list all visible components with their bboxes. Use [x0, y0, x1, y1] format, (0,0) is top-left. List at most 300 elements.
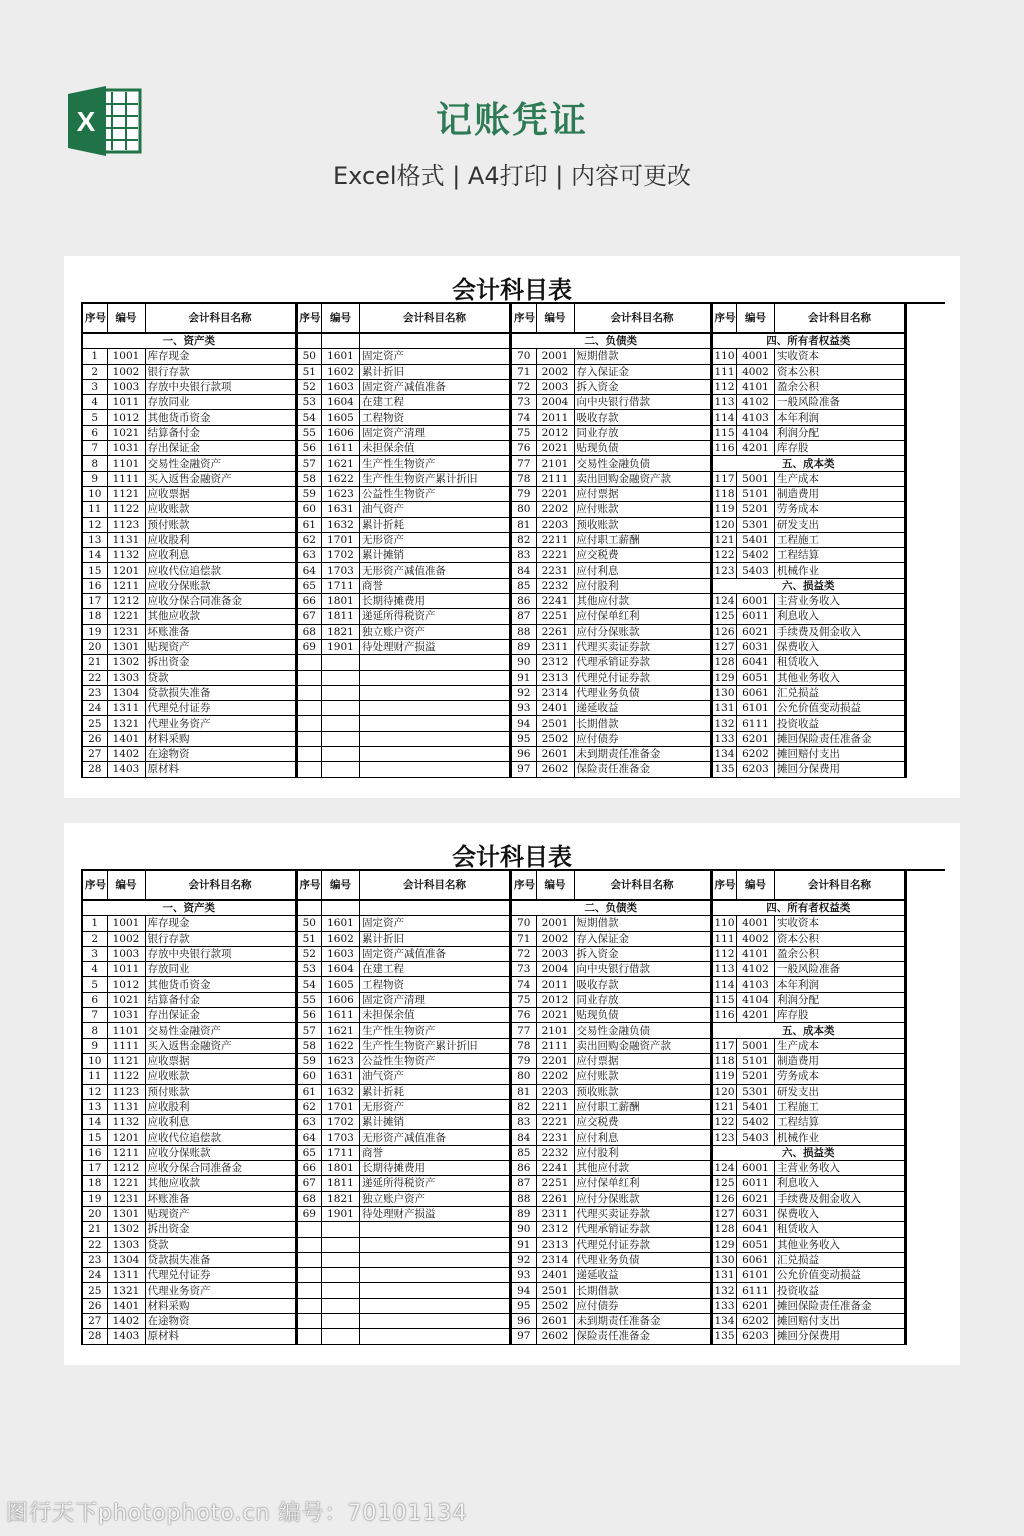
- page-subtitle: Excel格式 | A4打印 | 内容可更改: [333, 162, 691, 190]
- row-seq: 14: [83, 548, 107, 563]
- row-code: 5401: [737, 1099, 775, 1114]
- row-seq: 117: [714, 1039, 735, 1052]
- table-row: [512, 670, 710, 685]
- row-account-name: 银行存款: [145, 931, 295, 946]
- table-row: [83, 1268, 295, 1283]
- table-row: [713, 655, 905, 670]
- row-account-name: 结算备付金: [145, 992, 295, 1007]
- row-account-name: 累计折旧: [360, 364, 510, 379]
- table-row: [512, 395, 710, 410]
- row-seq: 77: [512, 456, 536, 471]
- table-row: [512, 456, 710, 471]
- row-account-name: 油气资产: [360, 502, 510, 517]
- row-code: 5101: [737, 486, 775, 501]
- table-row: [298, 486, 510, 501]
- row-account-name: 同业存放: [574, 992, 710, 1007]
- table-row: [298, 441, 510, 456]
- row-account-name: 一般风险准备: [775, 962, 905, 977]
- sheet-title: 会计科目表: [452, 275, 572, 304]
- row-account-name: 累计摊销: [360, 1115, 510, 1130]
- table-row: [713, 731, 905, 746]
- row-code: 1021: [107, 992, 145, 1007]
- row-account-name: 在建工程: [360, 395, 510, 410]
- row-code: 1631: [322, 502, 360, 517]
- row-code: 4104: [737, 425, 775, 440]
- row-account-name: 实收资本: [775, 916, 905, 931]
- row-code: 2001: [536, 349, 574, 364]
- table-row: [713, 594, 905, 609]
- table-row: [83, 1237, 295, 1252]
- row-seq: 55: [298, 425, 322, 440]
- row-account-name: 应付利息: [574, 1130, 710, 1145]
- row-seq: 65: [298, 578, 322, 593]
- table-row: [512, 609, 710, 624]
- row-account-name: 一般风险准备: [775, 395, 905, 410]
- row-seq: 27: [83, 747, 107, 762]
- row-code: 2602: [536, 1329, 574, 1344]
- table-row: [298, 410, 510, 425]
- row-code: 1403: [107, 1329, 145, 1344]
- row-seq: 128: [714, 656, 735, 669]
- row-account-name: 长期待摊费用: [360, 594, 510, 609]
- account-sheet-preview-2: [64, 823, 960, 1365]
- row-code: 4002: [737, 931, 775, 946]
- row-seq: 84: [512, 563, 536, 578]
- row-code: 2101: [536, 456, 574, 471]
- row-seq: 94: [512, 1283, 536, 1298]
- row-code: 1003: [107, 946, 145, 961]
- row-account-name: 应付账款: [574, 502, 710, 517]
- table-row: [512, 349, 710, 364]
- row-account-name: 固定资产减值准备: [360, 379, 510, 394]
- row-account-name: 摊回保险责任准备金: [775, 731, 905, 746]
- row-code: 1631: [322, 1069, 360, 1084]
- row-account-name: 代理业务负债: [574, 1252, 710, 1267]
- row-code: [322, 1329, 360, 1344]
- row-code: [322, 1268, 360, 1283]
- row-account-name: 生产成本: [775, 471, 905, 486]
- row-code: [322, 731, 360, 746]
- table-row: [713, 1314, 905, 1329]
- row-account-name: 贷款损失准备: [145, 685, 295, 700]
- table-row: [298, 349, 510, 364]
- row-account-name: 主营业务收入: [775, 1161, 905, 1176]
- row-seq: 112: [714, 948, 735, 961]
- row-seq: 21: [83, 1222, 107, 1237]
- table-row: [713, 517, 905, 532]
- row-account-name: 工程施工: [775, 1099, 905, 1114]
- table-row: [512, 977, 710, 992]
- row-code: 1303: [107, 670, 145, 685]
- row-code: 1201: [107, 563, 145, 578]
- page-title: 记账凭证: [435, 100, 588, 141]
- row-code: 1122: [107, 1069, 145, 1084]
- row-seq: 5: [83, 977, 107, 992]
- col-header-name: 会计科目名称: [360, 871, 510, 900]
- table-row: [713, 992, 905, 1007]
- row-code: 1701: [322, 532, 360, 547]
- row-seq: 133: [714, 732, 735, 745]
- row-code: 2314: [536, 685, 574, 700]
- col-header-code: 编号: [737, 304, 775, 333]
- row-seq: 1: [83, 349, 107, 364]
- row-account-name: 应收股利: [145, 1099, 295, 1114]
- col-header-code: 编号: [536, 871, 574, 900]
- row-code: 1212: [107, 1161, 145, 1176]
- row-account-name: [360, 747, 510, 762]
- table-row: [512, 1222, 710, 1237]
- row-account-name: 租赁收入: [775, 655, 905, 670]
- row-account-name: 租赁收入: [775, 1222, 905, 1237]
- row-code: 2313: [536, 1237, 574, 1252]
- row-code: 2502: [536, 1298, 574, 1313]
- row-account-name: 拆入资金: [574, 946, 710, 961]
- category-heading: 四、所有者权益类: [713, 333, 905, 349]
- row-seq: 129: [714, 1238, 735, 1251]
- row-code: 2501: [536, 716, 574, 731]
- row-account-name: 其他业务收入: [775, 670, 905, 685]
- row-seq: 83: [512, 1115, 536, 1130]
- row-account-name: 贴现资产: [145, 1206, 295, 1221]
- row-seq: 85: [512, 578, 536, 593]
- table-row: [512, 931, 710, 946]
- row-account-name: 其他应收款: [145, 609, 295, 624]
- row-seq: 81: [512, 1084, 536, 1099]
- table-row: [512, 1008, 710, 1023]
- row-seq: 14: [83, 1115, 107, 1130]
- table-row: [512, 578, 710, 593]
- row-account-name: 汇兑损益: [775, 685, 905, 700]
- row-code: 1603: [322, 379, 360, 394]
- row-seq: 82: [512, 532, 536, 547]
- table-row: [713, 532, 905, 547]
- row-code: 6031: [737, 639, 775, 654]
- table-row: [83, 977, 295, 992]
- table-row: [83, 517, 295, 532]
- table-row: [713, 900, 905, 916]
- row-seq: 115: [714, 993, 735, 1006]
- row-seq: 9: [83, 1038, 107, 1053]
- row-account-name: 预付账款: [145, 1084, 295, 1099]
- row-seq: 85: [512, 1145, 536, 1160]
- table-row: [512, 1130, 710, 1145]
- row-code: 1221: [107, 609, 145, 624]
- col-header-name: 会计科目名称: [775, 304, 905, 333]
- row-seq: 3: [83, 379, 107, 394]
- row-code: 2002: [536, 931, 574, 946]
- row-code: 1121: [107, 1053, 145, 1068]
- row-account-name: 代理承销证券款: [574, 1222, 710, 1237]
- row-code: 4001: [737, 349, 775, 364]
- row-seq: 22: [83, 670, 107, 685]
- row-seq: 79: [512, 486, 536, 501]
- row-code: 1311: [107, 1268, 145, 1283]
- table-row: [298, 1099, 510, 1114]
- row-seq: 127: [714, 1208, 735, 1221]
- row-seq: 133: [714, 1299, 735, 1312]
- row-code: 6051: [737, 670, 775, 685]
- table-row: [512, 441, 710, 456]
- table-row: [512, 1053, 710, 1068]
- row-code: 1303: [107, 1237, 145, 1252]
- row-code: 1121: [107, 486, 145, 501]
- row-account-name: 代理业务负债: [574, 685, 710, 700]
- row-seq: [298, 1268, 322, 1283]
- row-seq: 26: [83, 731, 107, 746]
- table-row: [713, 563, 905, 578]
- row-code: 2232: [536, 578, 574, 593]
- row-account-name: 在途物资: [145, 747, 295, 762]
- row-seq: [298, 716, 322, 731]
- row-seq: 119: [714, 1070, 735, 1083]
- col-header-seq: 序号: [512, 871, 536, 900]
- row-seq: [298, 333, 322, 349]
- row-account-name: 公允价值变动损益: [775, 1268, 905, 1283]
- row-account-name: 本年利润: [775, 977, 905, 992]
- table-row: [298, 502, 510, 517]
- row-account-name: 短期借款: [574, 916, 710, 931]
- row-account-name: 商誉: [360, 1145, 510, 1160]
- row-seq: 25: [83, 716, 107, 731]
- table-row: [713, 395, 905, 410]
- row-account-name: 油气资产: [360, 1069, 510, 1084]
- row-seq: 73: [512, 962, 536, 977]
- row-code: 1012: [107, 410, 145, 425]
- row-code: 1132: [107, 1115, 145, 1130]
- table-row: [512, 364, 710, 379]
- table-row: [713, 502, 905, 517]
- row-seq: 22: [83, 1237, 107, 1252]
- row-seq: 67: [298, 1176, 322, 1191]
- row-code: 1605: [322, 410, 360, 425]
- row-seq: 97: [512, 762, 536, 777]
- row-account-name: 代理兑付证券款: [574, 1237, 710, 1252]
- row-seq: 8: [83, 456, 107, 471]
- row-code: 2111: [536, 1038, 574, 1053]
- table-row: [83, 701, 295, 716]
- col-header-code: 编号: [107, 304, 145, 333]
- table-row: [298, 425, 510, 440]
- row-account-name: 应收账款: [145, 502, 295, 517]
- row-code: 2241: [536, 1161, 574, 1176]
- row-seq: 130: [714, 1253, 735, 1266]
- row-seq: [298, 655, 322, 670]
- row-account-name: 应收股利: [145, 532, 295, 547]
- table-row: [713, 609, 905, 624]
- row-seq: 1: [83, 916, 107, 931]
- row-code: 1901: [322, 1206, 360, 1221]
- row-code: 5402: [737, 548, 775, 563]
- row-code: 2602: [536, 762, 574, 777]
- row-account-name: 其他应付款: [574, 594, 710, 609]
- row-seq: 54: [298, 977, 322, 992]
- table-row: [512, 992, 710, 1007]
- row-account-name: 拆出资金: [145, 655, 295, 670]
- row-code: 2001: [536, 916, 574, 931]
- table-row: [713, 1084, 905, 1099]
- row-account-name: 应收票据: [145, 1053, 295, 1068]
- table-row: [83, 502, 295, 517]
- row-account-name: 机械作业: [775, 1130, 905, 1145]
- row-seq: 15: [83, 1130, 107, 1145]
- row-code: 5301: [737, 517, 775, 532]
- row-code: 1304: [107, 685, 145, 700]
- col-header-seq: 序号: [83, 304, 107, 333]
- row-account-name: 坏账准备: [145, 624, 295, 639]
- row-code: 1622: [322, 471, 360, 486]
- table-row: [83, 1314, 295, 1329]
- row-seq: 120: [714, 1085, 735, 1098]
- row-account-name: 存放中央银行款项: [145, 946, 295, 961]
- table-row: [298, 900, 510, 916]
- row-code: 2202: [536, 1069, 574, 1084]
- row-code: [322, 670, 360, 685]
- table-row: [512, 962, 710, 977]
- table-row: [512, 1145, 710, 1160]
- table-row: [83, 441, 295, 456]
- table-row: [713, 977, 905, 992]
- row-code: 1002: [107, 364, 145, 379]
- row-account-name: 长期借款: [574, 1283, 710, 1298]
- row-code: 5402: [737, 1115, 775, 1130]
- row-account-name: 应付债券: [574, 731, 710, 746]
- row-seq: 97: [512, 1329, 536, 1344]
- row-seq: 66: [298, 1161, 322, 1176]
- row-code: 1801: [322, 1161, 360, 1176]
- row-seq: 54: [298, 410, 322, 425]
- row-code: 1623: [322, 486, 360, 501]
- row-seq: 24: [83, 701, 107, 716]
- row-code: 5201: [737, 502, 775, 517]
- table-row: [713, 1038, 905, 1053]
- table-row: [298, 946, 510, 961]
- row-account-name: 固定资产清理: [360, 425, 510, 440]
- row-account-name: 待处理财产损溢: [360, 1206, 510, 1221]
- row-seq: 91: [512, 670, 536, 685]
- row-code: 1021: [107, 425, 145, 440]
- table-row: [298, 456, 510, 471]
- row-seq: 132: [714, 717, 735, 730]
- row-code: 6203: [737, 1329, 775, 1344]
- table-row: [298, 395, 510, 410]
- row-seq: 66: [298, 594, 322, 609]
- table-row: [713, 624, 905, 639]
- table-row: [298, 655, 510, 670]
- row-seq: 56: [298, 441, 322, 456]
- row-seq: 134: [714, 748, 735, 761]
- row-code: 1702: [322, 548, 360, 563]
- row-account-name: 本年利润: [775, 410, 905, 425]
- col-header-name: 会计科目名称: [775, 871, 905, 900]
- row-account-name: 结算备付金: [145, 425, 295, 440]
- row-code: [322, 685, 360, 700]
- row-seq: [298, 1283, 322, 1298]
- row-code: 1001: [107, 349, 145, 364]
- row-seq: 81: [512, 517, 536, 532]
- table-row: [512, 471, 710, 486]
- row-seq: 125: [714, 610, 735, 623]
- table-row: [83, 1252, 295, 1267]
- row-seq: 52: [298, 379, 322, 394]
- row-account-name: [360, 1314, 510, 1329]
- row-account-name: [360, 900, 510, 916]
- row-seq: 126: [714, 1192, 735, 1205]
- table-row: [83, 1206, 295, 1221]
- category-heading: 六、损益类: [713, 578, 905, 593]
- row-seq: 93: [512, 701, 536, 716]
- table-row: [298, 1191, 510, 1206]
- row-account-name: 交易性金融资产: [145, 456, 295, 471]
- row-seq: [298, 731, 322, 746]
- row-code: 2401: [536, 701, 574, 716]
- table-row: [83, 916, 295, 931]
- row-code: 2021: [536, 1008, 574, 1023]
- row-account-name: 代理业务资产: [145, 716, 295, 731]
- table-row: [713, 762, 905, 777]
- row-account-name: 预付账款: [145, 517, 295, 532]
- table-row: [512, 1283, 710, 1298]
- table-row: [83, 410, 295, 425]
- row-account-name: 应付股利: [574, 1145, 710, 1160]
- row-account-name: 资本公积: [775, 931, 905, 946]
- table-row: [512, 486, 710, 501]
- row-code: 2231: [536, 563, 574, 578]
- row-account-name: 存放同业: [145, 962, 295, 977]
- row-code: 1602: [322, 931, 360, 946]
- row-account-name: 制造费用: [775, 486, 905, 501]
- row-code: 2211: [536, 1099, 574, 1114]
- row-code: 2231: [536, 1130, 574, 1145]
- table-row: [298, 1038, 510, 1053]
- row-code: 1623: [322, 1053, 360, 1068]
- row-seq: 64: [298, 563, 322, 578]
- row-account-name: 存放同业: [145, 395, 295, 410]
- row-account-name: [360, 655, 510, 670]
- row-account-name: 应收账款: [145, 1069, 295, 1084]
- row-account-name: 生产性生物资产: [360, 456, 510, 471]
- table-row: [512, 1268, 710, 1283]
- row-code: 2261: [536, 624, 574, 639]
- table-row: [83, 1130, 295, 1145]
- row-seq: 50: [298, 916, 322, 931]
- table-row: [83, 900, 295, 916]
- row-seq: 55: [298, 992, 322, 1007]
- row-account-name: 存出保证金: [145, 441, 295, 456]
- row-code: 1606: [322, 425, 360, 440]
- sheet-title: 会计科目表: [452, 842, 572, 871]
- row-code: 2312: [536, 655, 574, 670]
- table-row: [713, 670, 905, 685]
- table-row: [713, 333, 905, 349]
- row-seq: [298, 685, 322, 700]
- row-code: [322, 1237, 360, 1252]
- row-seq: 21: [83, 655, 107, 670]
- row-account-name: 主营业务收入: [775, 594, 905, 609]
- table-row: [298, 1069, 510, 1084]
- row-account-name: 代理买卖证券款: [574, 639, 710, 654]
- table-row: [512, 410, 710, 425]
- table-row: [83, 624, 295, 639]
- row-code: 1621: [322, 1023, 360, 1038]
- row-seq: 16: [83, 1145, 107, 1160]
- row-seq: 78: [512, 1038, 536, 1053]
- category-heading: 一、资产类: [83, 900, 295, 916]
- row-seq: 69: [298, 1206, 322, 1221]
- table-row: [83, 639, 295, 654]
- row-seq: 111: [714, 365, 735, 378]
- row-account-name: 应付票据: [574, 486, 710, 501]
- table-row: [298, 1115, 510, 1130]
